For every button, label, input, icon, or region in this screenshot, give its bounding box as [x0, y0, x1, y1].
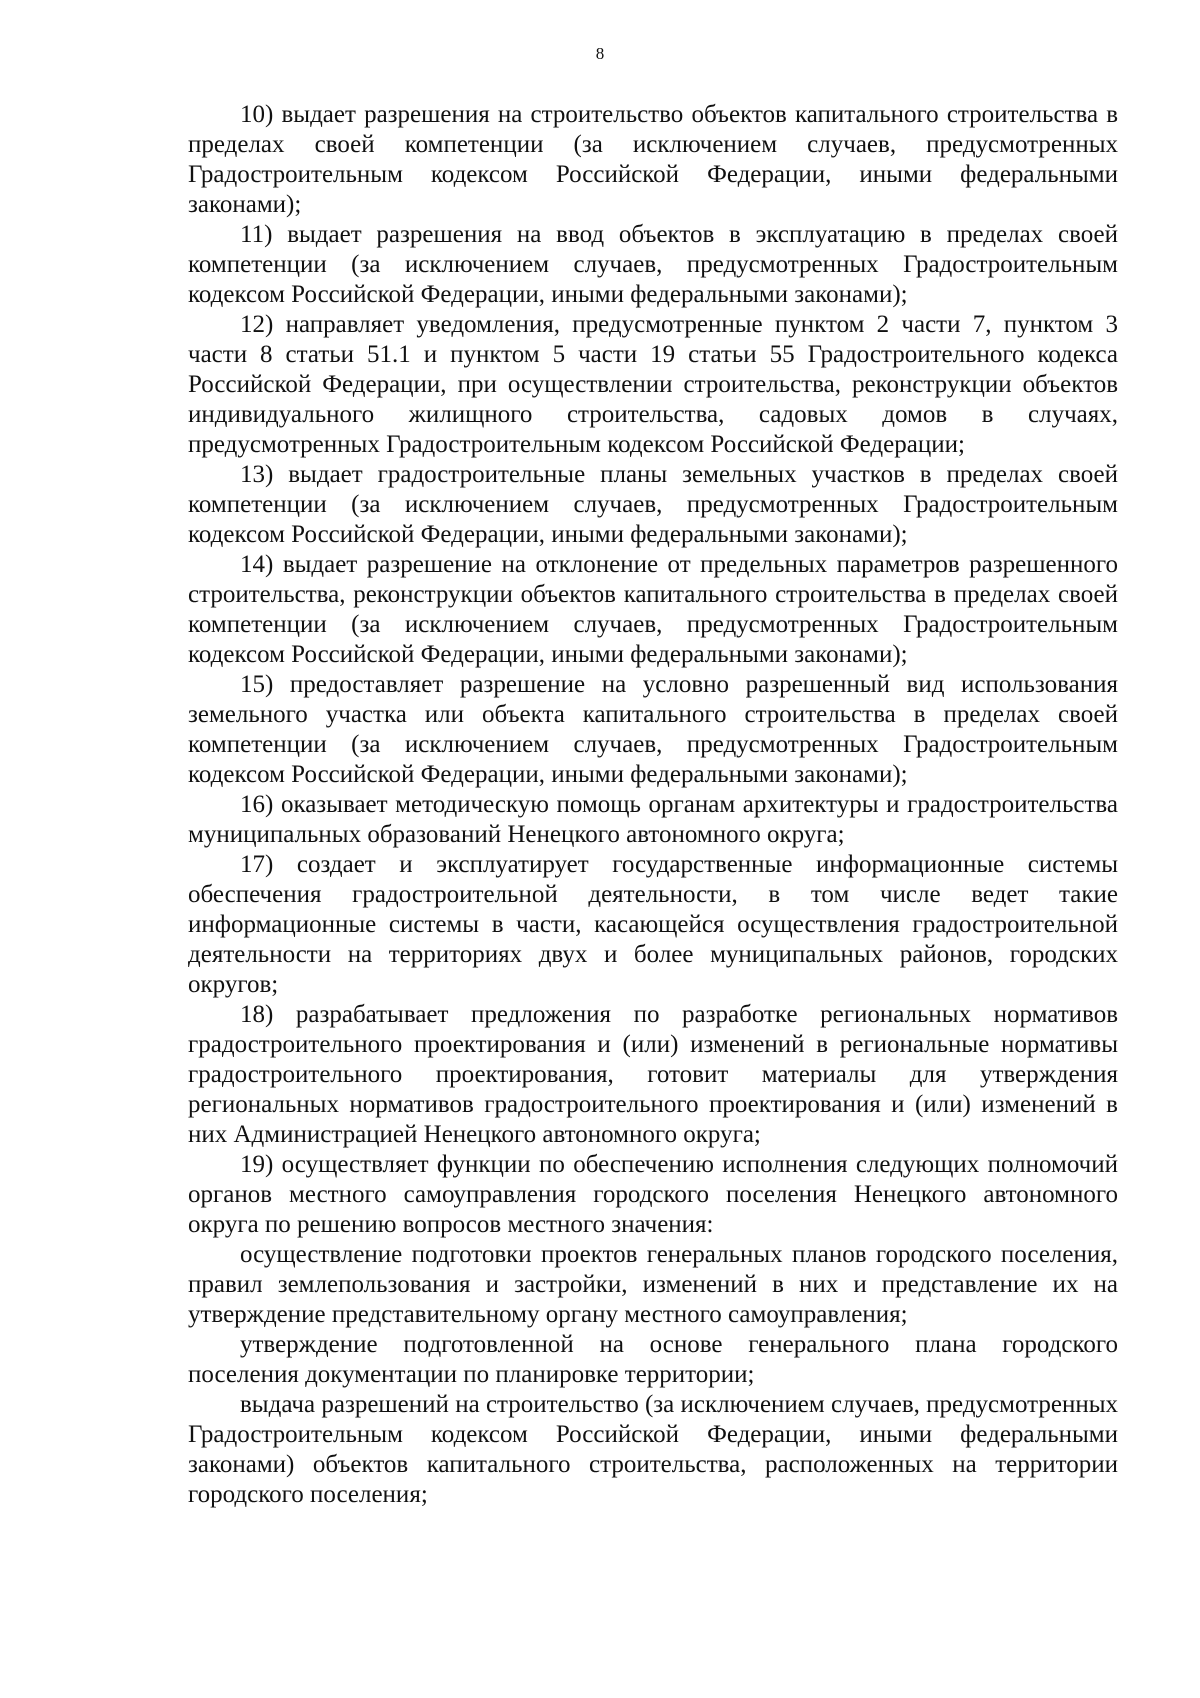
paragraph-item-18: 18) разрабатывает предложения по разработке региональных нормативов градостроительного проектирования и (или) изменений в региональные нормативы градостроительного проектирования, готовит материалы для утверждения региональных нормативов градостроительного проектирования и (или) изменений в них Администрацией Ненецкого автономного округа;	[188, 1001, 1118, 1148]
paragraph-item-15: 15) предоставляет разрешение на условно разрешенный вид использования земельного участка или объекта капитального строительства в пределах своей компетенции (за исключением случаев, предусмотренных Градостроительным кодексом Российской Федерации, иными федеральными законами);	[188, 671, 1118, 788]
page-number: 8	[595, 44, 605, 63]
paragraph-item-14: 14) выдает разрешение на отклонение от предельных параметров разрешенного строительства, реконструкции объектов капитального строительства в пределах своей компетенции (за исключением случаев, предусмотренных Градостроительным кодексом Российской Федерации, иными федеральными законами);	[188, 551, 1118, 668]
paragraph-item-13: 13) выдает градостроительные планы земельных участков в пределах своей компетенции (за исключением случаев, предусмотренных Градостроительным кодексом Российской Федерации, иными федеральными законами);	[188, 461, 1118, 548]
subparagraph-planning-docs: утверждение подготовленной на основе генерального плана городского поселения документации по планировке территории;	[188, 1331, 1118, 1388]
paragraph-item-12: 12) направляет уведомления, предусмотренные пунктом 2 части 7, пунктом 3 части 8 статьи 51.1 и пунктом 5 части 19 статьи 55 Градостроительного кодекса Российской Федерации, при осуществлении строительства, реконструкции объектов индивидуального жилищного строительства, садовых домов в случаях, предусмотренных Градостроительным кодексом Российской Федерации;	[188, 311, 1118, 458]
paragraph-item-10: 10) выдает разрешения на строительство объектов капитального строительства в пределах своей компетенции (за исключением случаев, предусмотренных Градостроительным кодексом Российской Федерации, иными федеральными законами);	[188, 101, 1118, 218]
paragraph-item-19: 19) осуществляет функции по обеспечению исполнения следующих полномочий органов местного самоуправления городского поселения Ненецкого автономного округа по решению вопросов местного значения:	[188, 1151, 1118, 1238]
subparagraph-general-plans: осуществление подготовки проектов генеральных планов городского поселения, правил землепользования и застройки, изменений в них и представление их на утверждение представительному органу местного самоуправления;	[188, 1241, 1118, 1328]
paragraph-item-11: 11) выдает разрешения на ввод объектов в эксплуатацию в пределах своей компетенции (за исключением случаев, предусмотренных Градостроительным кодексом Российской Федерации, иными федеральными законами);	[188, 221, 1118, 308]
document-body	[188, 100, 1118, 1510]
subparagraph-building-permits: выдача разрешений на строительство (за исключением случаев, предусмотренных Градостроительным кодексом Российской Федерации, иными федеральными законами) объектов капитального строительства, расположенных на территории городского поселения;	[188, 1391, 1118, 1508]
paragraph-item-16: 16) оказывает методическую помощь органам архитектуры и градостроительства муниципальных образований Ненецкого автономного округа;	[188, 791, 1118, 848]
paragraph-item-17: 17) создает и эксплуатирует государственные информационные системы обеспечения градостроительной деятельности, в том числе ведет такие информационные системы в части, касающейся осуществления градостроительной деятельности на территориях двух и более муниципальных районов, городских округов;	[188, 851, 1118, 998]
